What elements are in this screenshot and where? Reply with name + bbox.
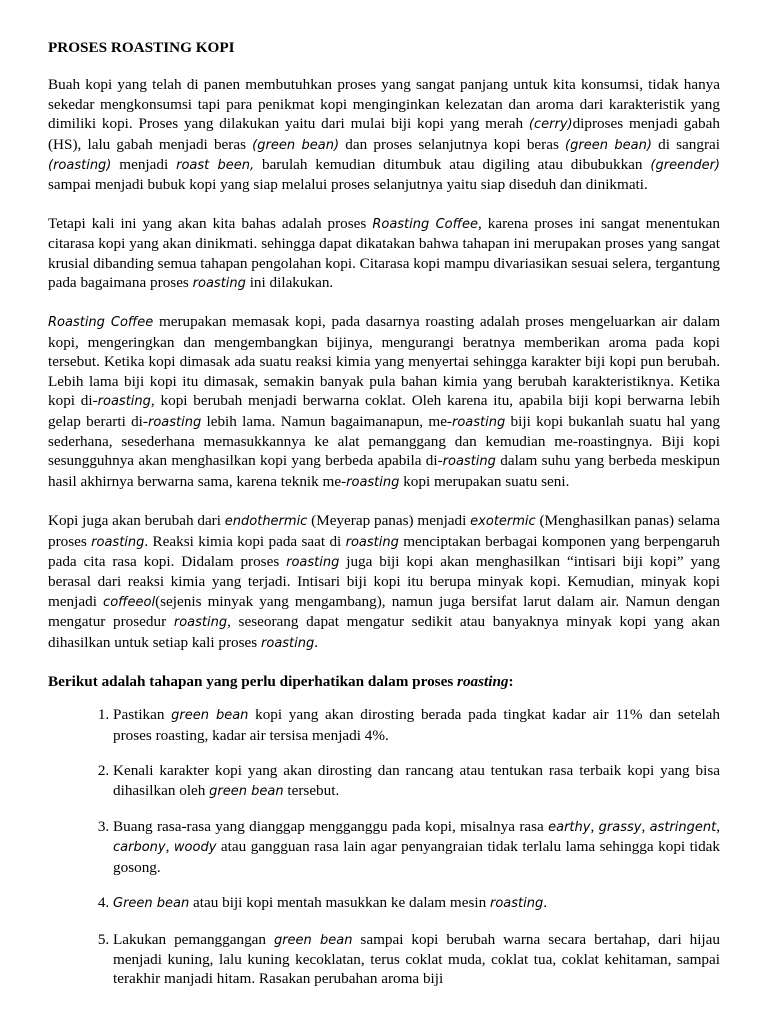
- steps-heading: [48, 672, 720, 691]
- italic-term: (cerry): [528, 117, 573, 133]
- list-item: [113, 761, 720, 801]
- text-run: ,: [641, 818, 650, 835]
- italic-term: green bean: [209, 783, 284, 799]
- text-run: Berikut adalah tahapan yang perlu diperhatikan dalam proses: [48, 672, 458, 690]
- text-run: . Reaksi kimia kopi pada saat di: [144, 532, 346, 550]
- italic-term: roasting: [147, 414, 202, 430]
- italic-term: (green bean): [252, 137, 340, 153]
- text-run: sampai menjadi bubuk kopi yang siap melalui proses selanjutnya yaitu siap diseduh dan dinikmati.: [48, 176, 648, 194]
- text-run: menjadi: [111, 156, 177, 174]
- text-run: ini dilakukan.: [245, 274, 334, 292]
- paragraph-intro: [48, 75, 720, 194]
- italic-term: woody: [173, 840, 217, 856]
- italic-term: roasting: [345, 534, 399, 550]
- italic-term: roast been,: [176, 158, 255, 174]
- italic-term: earthy: [548, 820, 591, 835]
- text-run: Pastikan: [113, 706, 172, 724]
- list-item: [113, 705, 720, 745]
- text-run: lebih lama. Namun bagaimanapun, me-: [201, 412, 452, 430]
- list-item: [113, 930, 720, 989]
- italic-term: roasting: [442, 454, 496, 470]
- paragraph-chemistry: [48, 511, 720, 653]
- text-run: sampai kopi berubah warna secara bertahap, dari hijau menjadi kuning, lalu kuning kecoklatan, terus coklat muda, coklat tua, coklat kehitaman, sampai terakhir manjadi hitam. Rasakan perubahan aroma biji: [113, 930, 720, 988]
- italic-term: exotermic: [470, 514, 536, 530]
- italic-term: (green bean): [565, 137, 652, 153]
- text-run: Tetapi kali ini yang akan kita bahas adalah proses: [48, 214, 373, 232]
- italic-term: Roasting Coffee: [372, 216, 478, 232]
- italic-term: roasting: [457, 672, 509, 690]
- list-item: [113, 817, 720, 877]
- text-run: ,: [716, 818, 721, 835]
- italic-term: Roasting Coffee: [48, 315, 154, 331]
- paragraph-definition: [48, 312, 720, 492]
- text-run: dan proses selanjutnya kopi beras: [339, 135, 566, 153]
- text-run: dalam suhu yang berbeda meskipun hasil akhirnya berwarna sama, karena teknik me-: [48, 452, 720, 490]
- italic-term: endothermic: [224, 514, 308, 530]
- italic-term: roasting: [489, 896, 544, 912]
- text-run: merupakan memasak kopi, pada dasarnya roasting adalah proses mengeluarkan air dalam kopi, mengeringkan dan mengembangkan bijinya, mengurangi beratnya memberikan aroma pada kopi tersebut. Ketika kopi dimasak ada suatu reaksi kimia yang menyertai sehingga karakter biji kopi pun berubah. Lebih lama biji kopi itu dimasak, semakin banyak pula bahan kimia yang berubah karakteristiknya. Ketika kopi di-: [48, 313, 721, 410]
- italic-term: roasting: [286, 554, 340, 570]
- text-run: ,: [165, 838, 174, 856]
- text-run: Lakukan pemanggangan: [113, 930, 274, 948]
- text-run: atau gangguan rasa lain agar penyangraian tidak terlalu lama sehingga kopi tidak gosong.: [113, 838, 721, 876]
- text-run: juga biji kopi akan menghasilkan “intisari biji kopi” yang berasal dari reaksi kimia yang terjadi. Intisari biji kopi itu berupa minyak kopi. Kemudian, minyak kopi menjadi: [48, 552, 720, 610]
- text-run: .: [543, 894, 548, 912]
- italic-term: carbony: [113, 840, 166, 856]
- text-run: ,: [590, 818, 599, 835]
- italic-term: green bean: [171, 708, 249, 724]
- text-run: kopi merupakan suatu seni.: [399, 472, 570, 490]
- document-title: PROSES ROASTING KOPI: [48, 39, 235, 56]
- text-run: atau biji kopi mentah masukkan ke dalam mesin: [189, 894, 490, 912]
- italic-term: Green bean: [113, 896, 190, 912]
- text-run: biji kopi bukanlah suatu hal yang sederhana, sesederhana memasukkannya ke alat pemanggang dan kemudian me-roastingnya. Biji kopi sesungguhnya akan menghasilkan kopi yang berbeda apabila di-: [48, 412, 721, 470]
- steps-list: [48, 705, 720, 988]
- italic-term: (roasting): [48, 158, 112, 174]
- italic-term: roasting: [91, 534, 145, 550]
- text-run: .: [314, 633, 319, 651]
- italic-term: roasting: [97, 394, 151, 410]
- text-run: Kopi juga akan berubah dari: [48, 512, 225, 530]
- italic-term: (greender): [650, 158, 720, 174]
- text-run: kopi yang akan dirosting berada pada tingkat kadar air 11% dan setelah proses roasting, kadar air tersisa menjadi 4%.: [113, 706, 721, 744]
- italic-term: roasting: [346, 474, 400, 490]
- text-run: Buang rasa-rasa yang dianggap mengganggu pada kopi, misalnya rasa: [113, 818, 549, 835]
- paragraph-roasting-coffee: [48, 214, 720, 294]
- text-run: di sangrai: [651, 135, 720, 153]
- text-run: Buah kopi yang telah di panen membutuhkan proses yang sangat panjang untuk kita konsumsi, tidak hanya sekedar mengkonsumsi tapi para penikmat kopi menginginkan kelezatan dan aroma dari karakteristik yang dimiliki kopi. Proses yang dilakukan yaitu dari mulai biji kopi yang merah: [48, 76, 720, 133]
- italic-term: roasting: [261, 635, 315, 651]
- italic-term: astringent: [649, 820, 717, 835]
- italic-term: green bean: [273, 932, 353, 948]
- text-run: diproses menjadi gabah (HS), lalu gabah menjadi beras: [48, 115, 720, 153]
- text-run: , seseorang dapat mengatur sedikit atau banyaknya minyak kopi yang akan dihasilkan untuk setiap kali proses: [48, 613, 721, 651]
- text-run: (Menghasilkan panas) selama proses: [48, 512, 721, 550]
- text-run: (Meyerap panas) menjadi: [307, 512, 471, 530]
- text-run: tersebut.: [283, 781, 340, 799]
- list-item: [113, 893, 720, 913]
- italic-term: roasting: [452, 414, 506, 430]
- italic-term: coffeeol: [103, 594, 156, 610]
- italic-term: grassy: [598, 820, 642, 835]
- text-run: , karena proses ini sangat menentukan citarasa kopi yang akan dinikmati. sehingga dapat dikatakan bahwa tahapan ini merupakan proses yang sangat krusial dibanding semua tahapan pengolahan kopi. Citarasa kopi mampu divariasikan sesuai selera, tergantung pada bagaimana proses: [48, 214, 721, 292]
- text-run: barulah kemudian ditumbuk atau digiling atau dibubukkan: [254, 156, 651, 174]
- italic-term: roasting: [192, 276, 246, 292]
- text-run: Kenali karakter kopi yang akan dirosting dan rancang atau tentukan rasa terbaik kopi yang bisa dihasilkan oleh: [113, 762, 720, 799]
- text-run: , kopi berubah menjadi berwarna coklat. Oleh karena itu, apabila biji kopi berwarna lebih gelap berarti di-: [48, 392, 720, 430]
- text-run: menciptakan berbagai komponen yang berpengaruh pada cita rasa kopi. Didalam proses: [48, 532, 720, 570]
- italic-term: roasting: [173, 615, 228, 631]
- text-run: :: [508, 672, 514, 690]
- text-run: (sejenis minyak yang mengambang), namun juga bersifat larut dalam air. Namun dengan mengatur prosedur: [48, 592, 721, 631]
